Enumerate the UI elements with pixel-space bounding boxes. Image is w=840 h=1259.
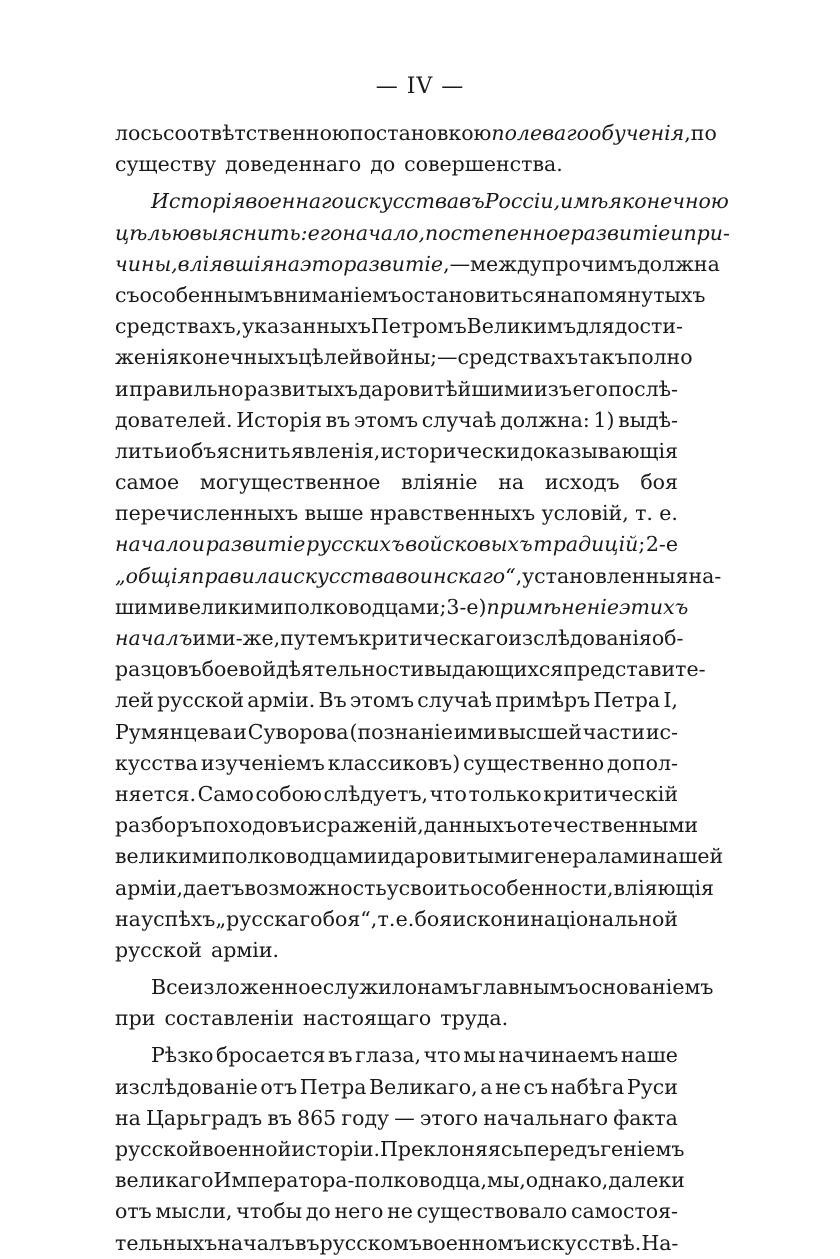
word: далеки: [608, 1168, 685, 1193]
word: факта: [613, 1105, 678, 1130]
word: прочимъ: [541, 251, 638, 276]
word: вниманіемъ: [272, 282, 402, 307]
word: имѣя: [560, 189, 622, 214]
word: служило: [322, 975, 418, 1000]
word: дователей.: [115, 407, 233, 432]
text-line: [115, 592, 689, 623]
text-line: [115, 467, 678, 498]
word: что: [423, 1043, 461, 1068]
word: объяснить: [178, 438, 291, 463]
word: и: [115, 376, 129, 401]
text-line: [115, 498, 678, 529]
text-line: [115, 779, 678, 810]
word: остановиться: [401, 282, 547, 307]
word: выдѣ-: [618, 407, 678, 432]
word: набѣга: [550, 1074, 625, 1099]
word: мы,: [487, 1168, 526, 1193]
word: въ: [328, 1043, 353, 1068]
word: особеннымъ: [139, 282, 273, 307]
word: походовъ: [202, 813, 302, 838]
text-line: [115, 529, 678, 560]
text-line: [115, 218, 730, 249]
word: на: [498, 470, 525, 495]
word: совершенства.: [404, 152, 563, 177]
word: 3-е)примѣненіе: [446, 594, 619, 619]
word: исторически: [380, 438, 520, 463]
word: начало,: [342, 220, 426, 245]
word: искусства: [280, 563, 396, 588]
word: существу: [115, 152, 217, 177]
word: для: [576, 314, 615, 339]
word: полководцами;: [283, 594, 447, 619]
word: искусствѣ.: [526, 1230, 642, 1255]
word: боя“,: [322, 906, 378, 931]
word: цѣлей: [298, 345, 363, 370]
word: съ: [523, 1074, 549, 1099]
word: русской: [157, 688, 245, 713]
word: усвоить: [386, 875, 471, 900]
word: а: [480, 1074, 493, 1099]
word: дости-: [614, 314, 683, 339]
word: классиковъ): [327, 750, 461, 775]
word: разцовъ: [115, 657, 202, 682]
text-line: [115, 685, 678, 716]
word: собою: [255, 781, 322, 806]
word: нравственныхъ: [369, 501, 536, 526]
word: отечественными: [516, 813, 699, 838]
word: даетъ: [183, 875, 245, 900]
word: и: [191, 532, 205, 557]
word: въ: [267, 1105, 292, 1130]
word: Въ: [318, 688, 347, 713]
word: Все: [151, 975, 190, 1000]
word: изученіемъ: [200, 750, 325, 775]
word: боя: [414, 906, 453, 931]
text-line: [115, 342, 693, 373]
word: 1): [593, 407, 615, 432]
text-line: [115, 873, 714, 904]
word: ими-же,: [192, 626, 281, 650]
word: въ: [325, 407, 351, 432]
word: бросается: [216, 1043, 326, 1068]
word: 865: [297, 1105, 337, 1130]
word: изложенное: [189, 975, 323, 1000]
word: выяснить:: [189, 220, 308, 245]
word: это: [300, 251, 344, 276]
word: исторіи.: [291, 1137, 381, 1161]
word: Исторія: [151, 189, 246, 214]
text-line: [115, 561, 722, 592]
word: не: [495, 1074, 521, 1099]
text-line: [115, 1228, 678, 1259]
word: должна:: [500, 407, 590, 432]
word: вліявшія: [177, 251, 275, 276]
word: особенности,: [470, 875, 614, 900]
word: доведеннаго: [225, 152, 362, 177]
word: слѣдуетъ,: [323, 781, 429, 806]
word: труда.: [440, 1006, 509, 1031]
word: 2-е: [645, 532, 678, 557]
word: чины,: [115, 251, 178, 276]
word: этомъ: [353, 407, 419, 432]
word: при: [115, 1006, 156, 1031]
word: средствахъ,: [115, 314, 243, 339]
word: глаза,: [355, 1043, 422, 1068]
word: Петромъ: [370, 314, 467, 339]
text-line: [115, 1165, 685, 1196]
word: началъ: [217, 1230, 295, 1255]
word: составленіи: [164, 1006, 294, 1031]
word: правильно: [129, 376, 244, 401]
text-line: [115, 841, 724, 872]
word: русскомъ: [319, 1230, 422, 1255]
text-line: [115, 436, 678, 467]
word: что: [429, 781, 467, 806]
word: критическаго: [358, 626, 509, 650]
word: высшей: [497, 719, 582, 744]
word: Петра: [593, 688, 661, 713]
word: (познаніе: [349, 719, 453, 744]
page-number: — IV —: [375, 74, 465, 99]
word: полководцами: [221, 844, 378, 869]
word: цѣлью: [115, 220, 190, 245]
text-line: [115, 1196, 678, 1227]
word: началъ: [115, 626, 193, 650]
word: перечисленныхъ: [115, 501, 299, 526]
word: е.: [659, 501, 678, 526]
word: Суворова: [247, 719, 349, 744]
word: воинскаго“,: [395, 563, 523, 588]
word: на: [115, 906, 141, 931]
word: развитіе: [570, 220, 671, 245]
text-line: [115, 1134, 685, 1165]
word: условій,: [541, 501, 629, 526]
word: боя: [640, 470, 678, 495]
word: допол-: [607, 750, 678, 775]
word: исходъ: [544, 470, 620, 495]
word: этого: [419, 1105, 479, 1130]
word: тельныхъ: [115, 1230, 218, 1255]
word: него: [334, 1199, 384, 1224]
text-line: [115, 186, 729, 217]
word: соотвѣтственною: [163, 121, 350, 145]
word: намъ: [417, 975, 473, 1000]
word: самостоя-: [570, 1199, 678, 1224]
word: изслѣдованія: [508, 626, 652, 650]
word: ими: [453, 719, 497, 744]
word: примѣръ: [495, 688, 591, 713]
word: русскихъ: [305, 532, 405, 557]
word: шими: [115, 594, 178, 619]
word: правила: [191, 563, 281, 588]
word: при-: [683, 220, 730, 245]
word: арміи.: [210, 937, 279, 962]
word: на: [274, 251, 301, 276]
text-line: [115, 1003, 678, 1034]
word: Великаго,: [369, 1074, 478, 1099]
word: лить: [115, 438, 165, 463]
word: нашей: [652, 844, 724, 869]
word: Исторія: [236, 407, 322, 432]
word: данныхъ: [423, 813, 517, 838]
word: передъ: [523, 1137, 601, 1161]
word: постепенное: [425, 220, 571, 245]
word: доказывающія: [520, 438, 678, 463]
word: Преклоняясь: [380, 1137, 524, 1161]
word: случаѣ: [417, 688, 492, 713]
word: его: [572, 376, 608, 401]
word: представите-: [563, 657, 706, 682]
word: русской: [115, 937, 202, 962]
word: постановкоюполеваго: [349, 121, 589, 145]
word: „русскаго: [215, 906, 323, 931]
word: военнаго: [245, 189, 344, 214]
word: Императора-полководца,: [213, 1168, 488, 1193]
text-line: [115, 149, 678, 180]
word: на: [115, 1105, 141, 1130]
word: установленныя: [522, 563, 689, 588]
word: настоящаго: [302, 1006, 432, 1031]
word: ис-: [645, 719, 678, 744]
word: успѣхъ: [141, 906, 216, 931]
word: великаго: [115, 1168, 214, 1193]
word: съ: [115, 282, 140, 307]
text-line: [115, 249, 720, 280]
text-line: [115, 748, 678, 779]
word: и: [301, 813, 316, 838]
text-line: [115, 118, 717, 149]
word: явленія,: [290, 438, 381, 463]
word: на: [546, 282, 573, 307]
word: путемъ: [280, 626, 359, 650]
word: не: [387, 1199, 413, 1224]
word: боевой: [201, 657, 277, 682]
word: На-: [641, 1230, 679, 1255]
word: чтобы: [236, 1199, 303, 1224]
word: въ: [294, 1230, 320, 1255]
word: начальнаго: [483, 1105, 609, 1130]
word: арміи,: [115, 875, 184, 900]
word: т.: [377, 906, 396, 931]
word: развитіе: [205, 532, 306, 557]
word: Петра: [299, 1074, 367, 1099]
word: критическій: [543, 781, 678, 806]
word: мы: [463, 1043, 496, 1068]
word: —: [394, 1105, 415, 1130]
word: полно: [627, 345, 693, 370]
word: военной: [201, 1137, 292, 1161]
text-line: [115, 717, 678, 748]
word: войсковыхъ: [405, 532, 533, 557]
word: об-: [651, 626, 684, 650]
word: и: [377, 844, 391, 869]
word: Румянцева: [115, 719, 233, 744]
word: Само: [197, 781, 254, 806]
word: и: [233, 719, 247, 744]
word: даровитыми: [390, 844, 524, 869]
body-text: [115, 118, 730, 1259]
word: лей: [115, 688, 154, 713]
word: отъ: [260, 1074, 298, 1099]
text-line: [115, 935, 678, 966]
text-line: [115, 1072, 678, 1103]
word: арміи.: [247, 688, 316, 713]
word: конечною: [621, 189, 729, 214]
word: существовало: [416, 1199, 568, 1224]
text-line: [115, 904, 678, 935]
word: главнымъ: [472, 975, 579, 1000]
text-line: [115, 1040, 678, 1071]
word: войны;—средствахъ: [362, 345, 579, 370]
word: послѣ-: [608, 376, 678, 401]
text-line: [115, 405, 678, 436]
word: этихъ: [618, 594, 689, 619]
word: Царьградъ: [146, 1105, 263, 1130]
word: няется.: [115, 781, 196, 806]
word: и: [164, 438, 179, 463]
text-line: [115, 280, 706, 311]
word: указанныхъ: [242, 314, 371, 339]
word: помянутыхъ: [572, 282, 706, 307]
word: этомъ: [349, 688, 415, 713]
word: случаѣ: [421, 407, 497, 432]
word: на-: [688, 563, 722, 588]
word: только: [468, 781, 542, 806]
text-line: [115, 1103, 678, 1134]
word: выдающихся: [424, 657, 564, 682]
word: Руси: [626, 1074, 678, 1099]
word: т.: [635, 501, 653, 526]
word: выше: [304, 501, 364, 526]
word: Рѣзко: [151, 1043, 214, 1068]
word: кусства: [115, 750, 198, 775]
word: изъ: [534, 376, 572, 401]
word: лось: [115, 121, 164, 145]
word: возможность: [244, 875, 387, 900]
word: русской: [115, 1137, 202, 1161]
text-line: [115, 654, 706, 685]
word: по: [690, 121, 717, 145]
word: конечныхъ: [179, 345, 299, 370]
word: до: [305, 1199, 331, 1224]
word: отъ: [115, 1199, 152, 1224]
text-line: [115, 623, 684, 654]
word: мысли,: [155, 1199, 233, 1224]
word: части: [582, 719, 646, 744]
word: должна: [637, 251, 720, 276]
word: вліяющія: [613, 875, 714, 900]
word: I,: [663, 688, 678, 713]
text-line: [115, 374, 678, 405]
word: искони: [452, 906, 531, 931]
word: обученія,: [588, 121, 691, 145]
word: самое: [115, 470, 180, 495]
word: великими: [115, 844, 222, 869]
word: и: [670, 220, 684, 245]
word: развитыхъ: [243, 376, 358, 401]
word: генералами: [523, 844, 653, 869]
word: національной: [530, 906, 678, 931]
word: женія: [115, 345, 180, 370]
word: начало: [115, 532, 192, 557]
word: традицій;: [533, 532, 646, 557]
text-line: [115, 972, 714, 1003]
word: „общія: [115, 563, 192, 588]
text-line: [115, 311, 683, 342]
word: Россіи,: [484, 189, 561, 214]
word: даровитѣйшими: [358, 376, 534, 401]
word: сраженій,: [315, 813, 424, 838]
word: году: [341, 1105, 390, 1130]
text-line: [115, 810, 699, 841]
word: начинаемъ: [498, 1043, 619, 1068]
word: военномъ: [421, 1230, 527, 1255]
word: основаніемъ: [578, 975, 714, 1000]
word: его: [307, 220, 343, 245]
word: вліяніе: [401, 470, 478, 495]
word: изслѣдованіе: [115, 1074, 258, 1099]
word: могущественное: [199, 470, 381, 495]
word: Великимъ: [466, 314, 576, 339]
word: такъ: [578, 345, 628, 370]
word: въ: [459, 189, 485, 214]
word: однако,: [525, 1168, 609, 1193]
word: е.: [395, 906, 415, 931]
word: развитіе,—между: [343, 251, 542, 276]
word: искусства: [343, 189, 460, 214]
word: наше: [620, 1043, 678, 1068]
word: геніемъ: [600, 1137, 685, 1161]
word: разборъ: [115, 813, 203, 838]
word: до: [370, 152, 396, 177]
word: существенно: [463, 750, 605, 775]
word: великими: [177, 594, 284, 619]
word: дѣятельности: [276, 657, 425, 682]
